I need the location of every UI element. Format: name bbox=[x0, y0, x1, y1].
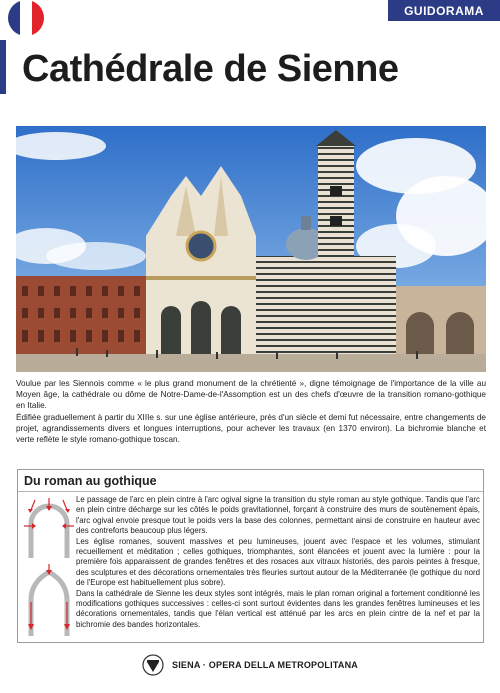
section-paragraph: Le passage de l'arc en plein cintre à l'arc ogival signe la transition du style roman au style gothique. Tandis que l'arc en plein cintre décharge sur les côtés le poids gravitationnel, forçant à construire des murs de soutènement épais, l'arc ogival envoie presque tout le poids vers la base des colonnes, permettant ainsi de construire en hauteur avec des contreforts beaucoup plus légers. bbox=[76, 495, 480, 536]
intro-paragraph: Édifiée graduellement à partir du XIIIe s. sur une église antérieure, près d'un siècle et demi fut nécessaire, entre changements de projet, agrandissements divers et longues interruptions, pour achever les travaux (en 1370 environ). La bichromie blanche et verte reflète le style romano-gothique toscan. bbox=[16, 412, 486, 445]
opera-logo-icon bbox=[142, 654, 164, 676]
cathedral-photo bbox=[16, 126, 486, 372]
page-title: Cathédrale de Sienne bbox=[22, 48, 399, 90]
arch-diagram bbox=[22, 496, 76, 640]
intro-text bbox=[16, 378, 486, 445]
section-paragraph: Les église romanes, souvent massives et peu lumineuses, jouent avec l'espace et les volumes, stimulant recueillement et méditation ; celles gothiques, triomphantes, sont élancées et jouent avec la lumière : pour la première fois apparaissent de grandes fenêtres et des rosaces aux vitraux historiés, des parois peintes à fresque, des sculptures et des décorations ornementales très fleuries surtout autour de la Méditerranée (le gothique du nord de l'Europe est habituellement plus sobre). bbox=[76, 536, 480, 588]
intro-paragraph: Voulue par les Siennois comme « le plus grand monument de la chrétienté », digne témoignage de l'importance de la ville au Moyen âge, la cathédrale ou dôme de Notre-Dame-de-l'Assomption est un des chefs d'œuvre de la transition romano-gothique en Italie. bbox=[16, 379, 486, 411]
section-paragraph: Dans la cathédrale de Sienne les deux styles sont intégrés, mais le plan roman original a fortement conditionné les modifications gothiques successives : celles-ci sont surtout évidentes dans les grandes fenêtres lumineuses et les décorations ornementales, tandis que l'élan vertical est atténué par les arcs en plein cintre de la nef et par la bichromie des bandes horizontales. bbox=[76, 588, 480, 629]
section-text bbox=[76, 495, 480, 630]
footer-label: SIENA · OPERA DELLA METROPOLITANA bbox=[172, 660, 358, 670]
divider bbox=[18, 491, 483, 492]
accent-bar bbox=[0, 40, 6, 94]
footer bbox=[0, 652, 500, 678]
info-box bbox=[17, 469, 484, 643]
french-flag-icon bbox=[0, 0, 44, 40]
brand-label: GUIDORAMA bbox=[388, 0, 500, 21]
section-title: Du roman au gothique bbox=[24, 474, 157, 488]
